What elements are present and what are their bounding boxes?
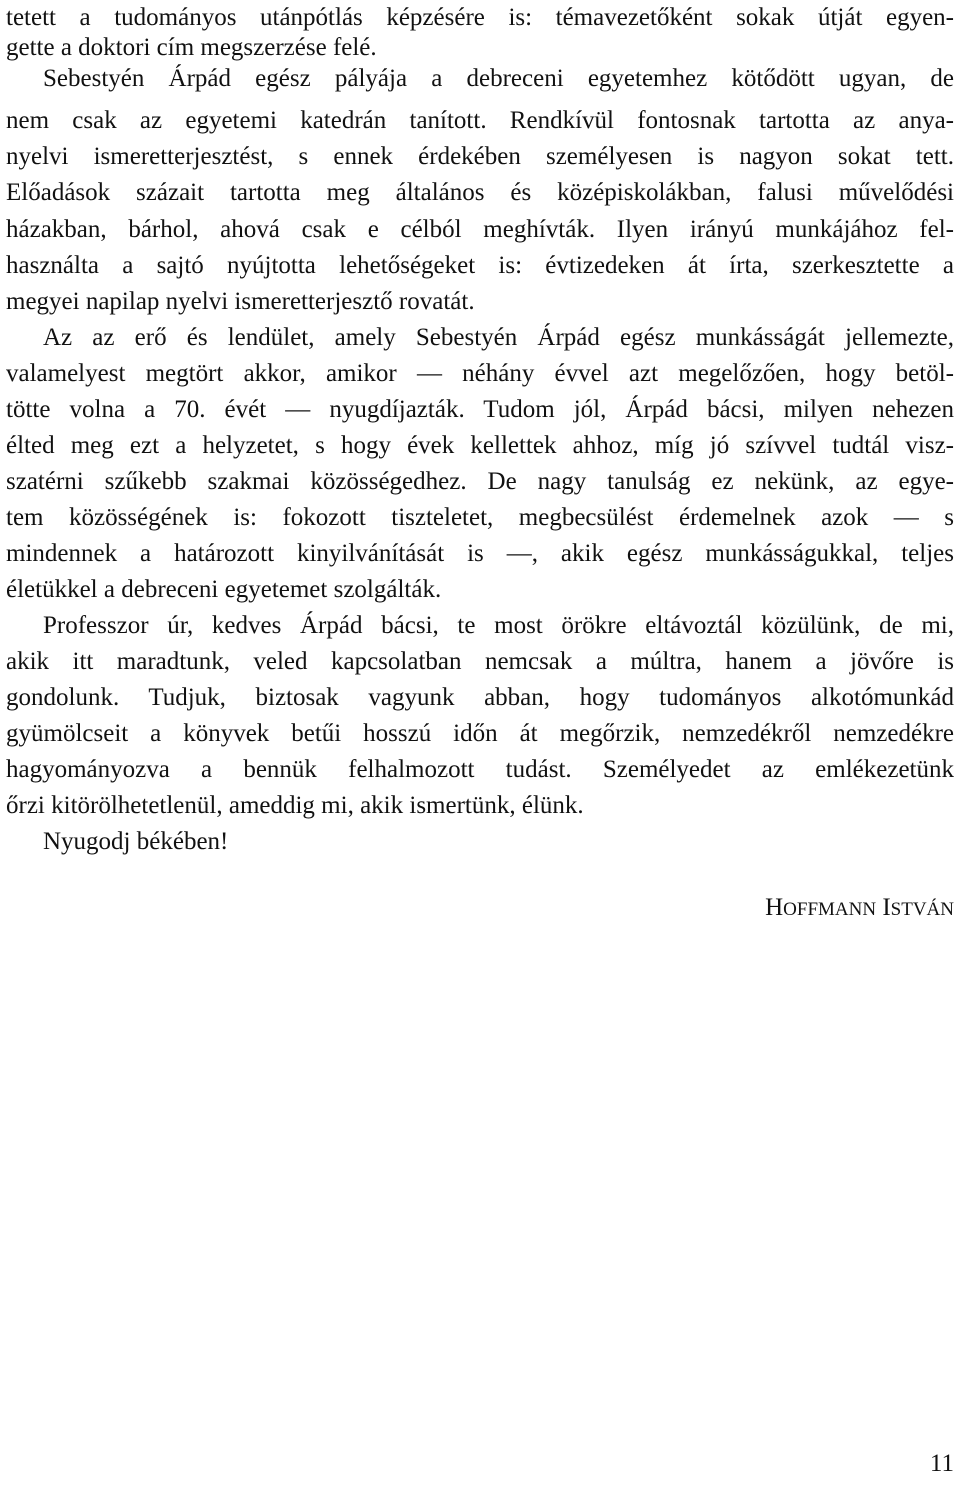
- text-line: Előadások százait tartotta meg általános és középiskolákban, falusi művelődési: [6, 179, 954, 206]
- text-line: gyümölcseit a könyvek betűi hosszú időn át megőrzik, nemzedékről nemzedékre: [6, 720, 954, 747]
- text-line: életükkel a debreceni egyetemet szolgálták.: [6, 576, 442, 603]
- text-line: házakban, bárhol, ahová csak e célból meghívták. Ilyen irányú munkájához fel-: [6, 216, 954, 243]
- text-line: megyei napilap nyelvi ismeretterjesztő rovatát.: [6, 288, 475, 315]
- text-line: nyelvi ismeretterjesztést, s ennek érdekében személyesen is nagyon sokat tett.: [6, 143, 954, 170]
- signature-smallcaps: OFFMANN: [783, 899, 877, 920]
- text-line: használta a sajtó nyújtotta lehetőségeket is: évtizedeken át írta, szerkesztette a: [6, 252, 954, 279]
- text-line: valamelyest megtört akkor, amikor — néhány évvel azt megelőzően, hogy betöl-: [6, 360, 954, 387]
- text-line: élted meg ezt a helyzetet, s hogy évek kellettek ahhoz, míg jó szívvel tudtál visz-: [6, 432, 954, 459]
- signature-initial: I: [882, 894, 891, 921]
- text-line: tetett a tudományos utánpótlás képzésére is: témavezetőként sokak útját egyen-: [6, 4, 954, 31]
- text-line: tem közösségének is: fokozott tiszteletet, megbecsülést érdemelnek azok — s: [6, 504, 954, 531]
- text-line: szatérni szűkebb szakmai közösségedhez. De nagy tanulság ez nekünk, az egye-: [6, 468, 954, 495]
- signature-initial: H: [765, 894, 784, 921]
- text-line: gondolunk. Tudjuk, biztosak vagyunk abban, hogy tudományos alkotómunkád: [6, 684, 954, 711]
- text-line: mindennek a határozott kinyilvánítását is —, akik egész munkásságukkal, teljes: [6, 540, 954, 567]
- signature-smallcaps: STVÁN: [890, 899, 954, 920]
- text-line: akik itt maradtunk, veled kapcsolatban nemcsak a múltra, hanem a jövőre is: [6, 648, 954, 675]
- text-line: Professzor úr, kedves Árpád bácsi, te most örökre eltávoztál közülünk, de mi,: [43, 612, 954, 639]
- text-line: nem csak az egyetemi katedrán tanított. Rendkívül fontosnak tartotta az anya-: [6, 107, 954, 134]
- text-line: gette a doktori cím megszerzése felé.: [6, 34, 377, 61]
- author-signature: [765, 890, 954, 928]
- page-number: 11: [929, 1450, 954, 1477]
- text-line: Sebestyén Árpád egész pályája a debreceni egyetemhez kötődött ugyan, de: [43, 65, 954, 92]
- text-line: őrzi kitörölhetetlenül, ameddig mi, akik ismertünk, élünk.: [6, 792, 584, 819]
- text-line: tötte volna a 70. évét — nyugdíjazták. Tudom jól, Árpád bácsi, milyen nehezen: [6, 396, 954, 423]
- text-line: Az az erő és lendület, amely Sebestyén Árpád egész munkásságát jellemezte,: [43, 324, 954, 351]
- text-line: Nyugodj békében!: [43, 828, 229, 855]
- document-page: [6, 0, 954, 1486]
- text-line: hagyományozva a bennük felhalmozott tudást. Személyedet az emlékezetünk: [6, 756, 954, 783]
